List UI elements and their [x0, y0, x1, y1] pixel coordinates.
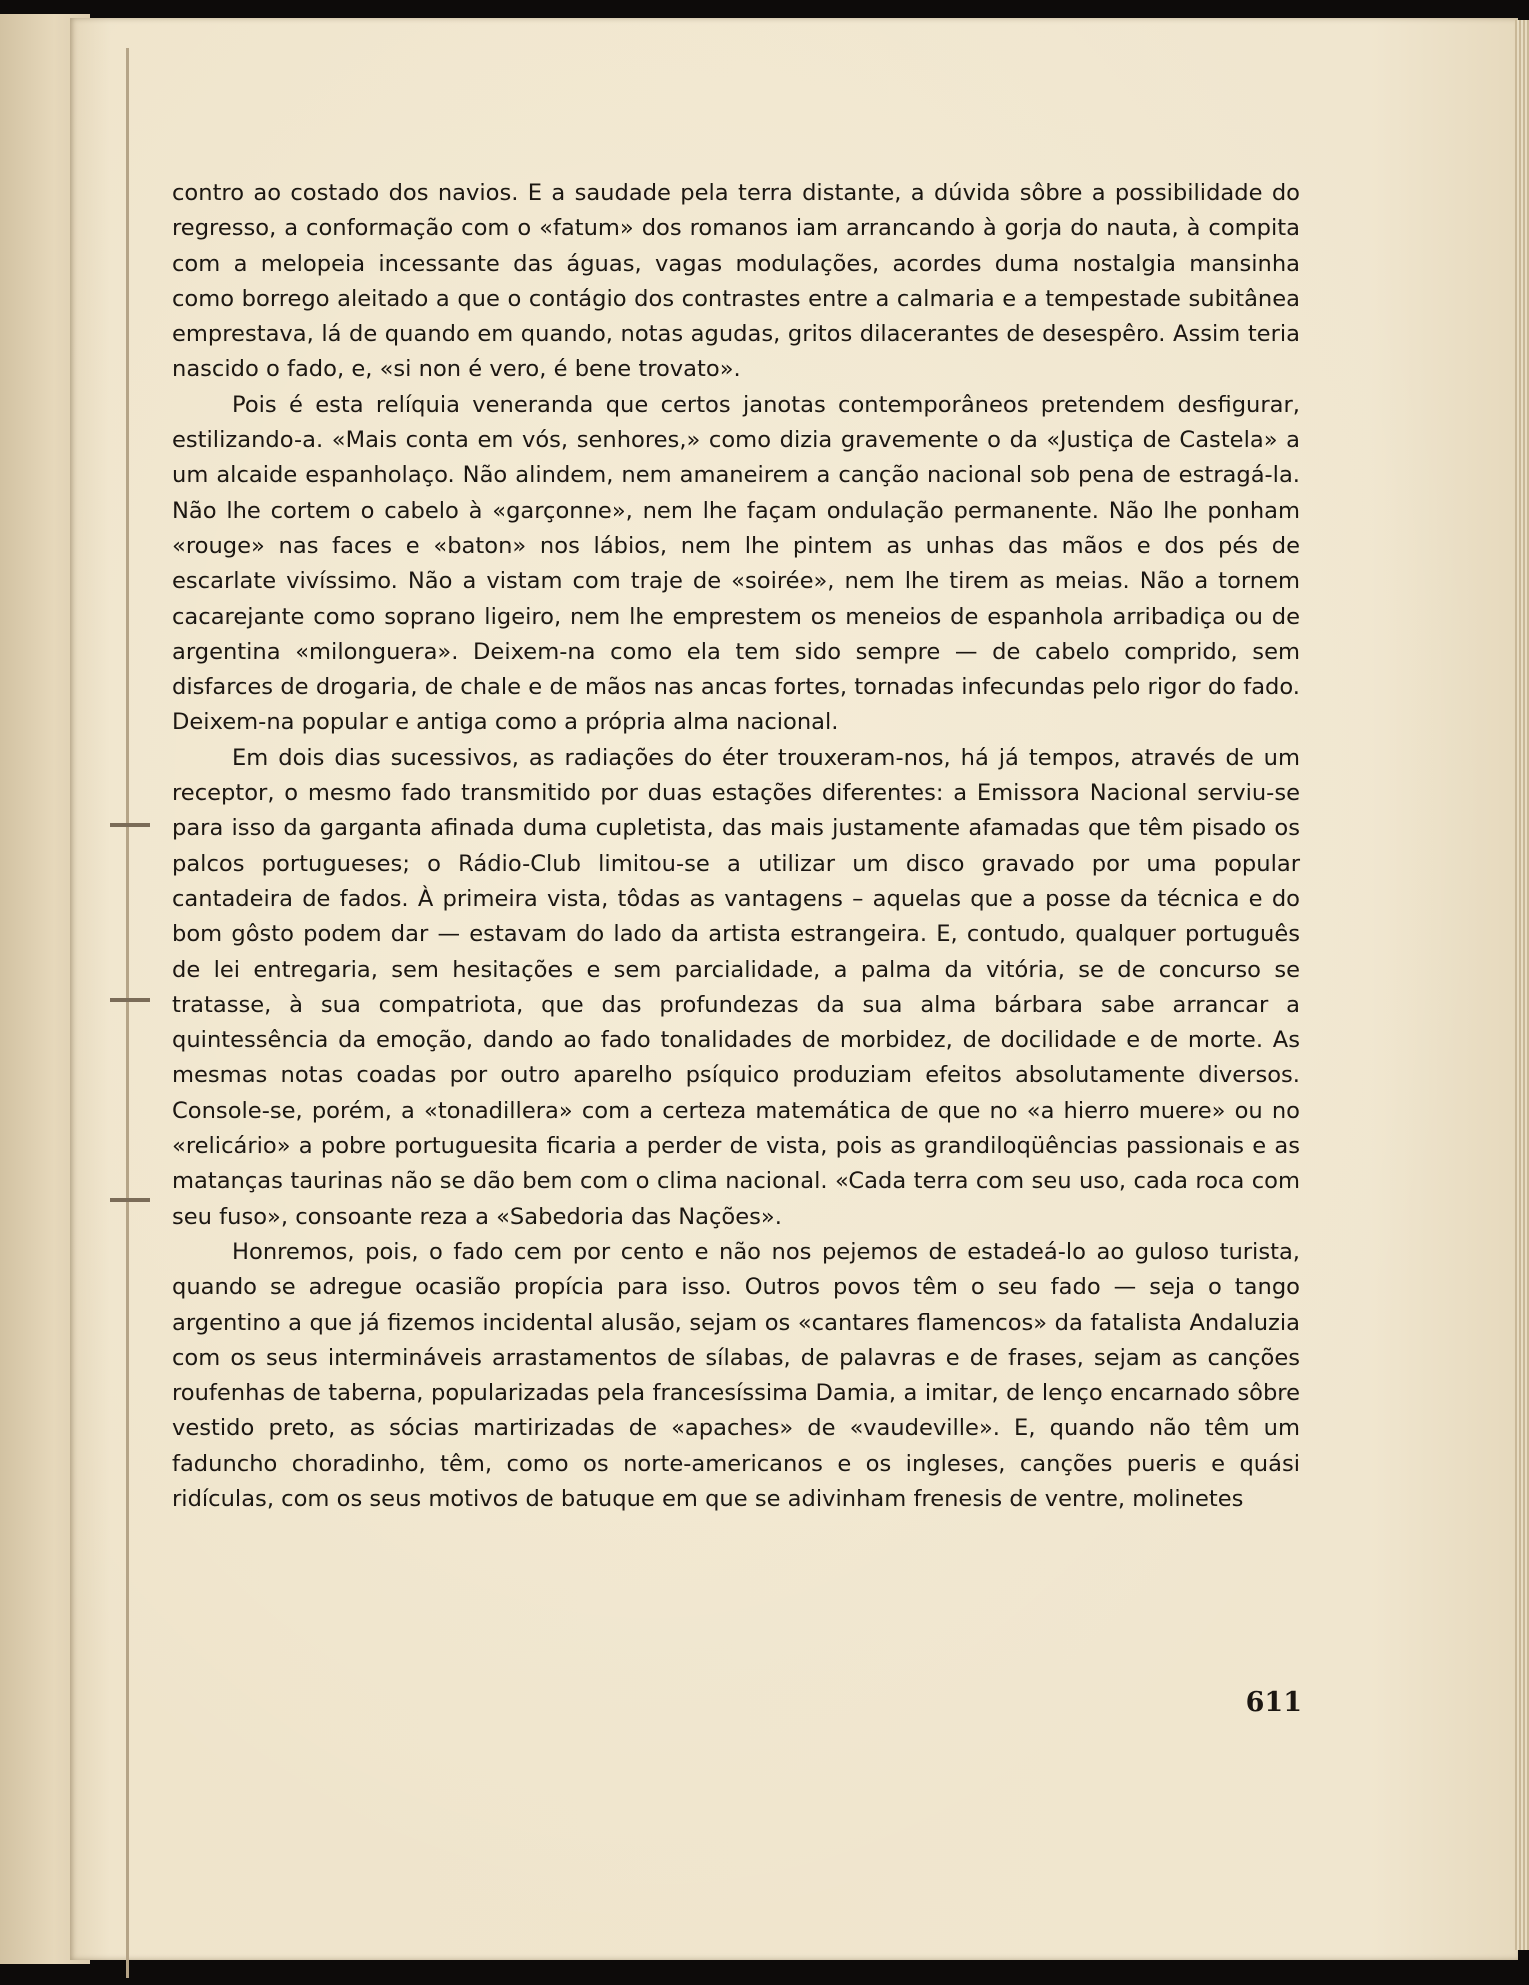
page-number: 611 [1245, 1687, 1302, 1718]
body-text [172, 176, 1300, 1517]
binding-stitch [110, 1198, 150, 1202]
paragraph: Honremos, pois, o fado cem por cento e não nos pejemos de estadeá-lo ao guloso turista, quando se adregue ocasião propícia para isso. Outros povos têm o seu fado — seja o tango argentino a que já fizemos incidental alusão, sejam os «cantares flamencos» da fatalista Andaluzia com os seus intermináveis arrastamentos de sílabas, de palavras e de frases, sejam as canções roufenhas de taberna, popularizadas pela francesíssima Damia, a imitar, de lenço encarnado sôbre vestido preto, as sócias martirizadas de «apaches» de «vaudeville». E, quando não têm um faduncho choradinho, têm, como os norte-americanos e os ingleses, canções pueris e quási ridículas, com os seus motivos de batuque em que se adivinham frenesis de ventre, molinetes [172, 1238, 1300, 1512]
page-edges [1515, 20, 1529, 1950]
paragraph: Pois é esta relíquia veneranda que certos janotas contemporâneos pretendem desfigurar, estilizando-a. «Mais conta em vós, senhores,» como dizia gravemente o da «Justiça de Castela» a um alcaide espanholaço. Não alindem, nem amaneirem a canção nacional sob pena de estragá-la. Não lhe cortem o cabelo à «garçonne», nem lhe façam ondulação permanente. Não lhe ponham «rouge» nas faces e «baton» nos lábios, nem lhe pintem as unhas das mãos e dos pés de escarlate vivíssimo. Não a vistam com traje de «soirée», nem lhe tirem as meias. Não a tornem cacarejante como soprano ligeiro, nem lhe emprestem os meneios de espanhola arribadiça ou de argentina «milonguera». Deixem-na como ela tem sido sempre — de cabelo comprido, sem disfarces de drogaria, de chale e de mãos nas ancas fortes, tornadas infecundas pelo rigor do fado. Deixem-na popular e antiga como a própria alma nacional. [172, 391, 1300, 736]
paragraph: Em dois dias sucessivos, as radiações do éter trouxeram-nos, há já tempos, através de um receptor, o mesmo fado transmitido por duas estações diferentes: a Emissora Nacional serviu-se para isso da garganta afinada duma cupletista, das mais justamente afamadas que têm pisado os palcos portugueses; o Rádio-Club limitou-se a utilizar um disco gravado por uma popular cantadeira de fados. À primeira vista, tôdas as vantagens – aquelas que a posse da técnica e do bom gôsto podem dar — estavam do lado da artista estrangeira. E, contudo, qualquer português de lei entregaria, sem hesitações e sem parcialidade, a palma da vitória, se de concurso se tratasse, à sua compatriota, que das profundezas da sua alma bárbara sabe arrancar a quintessência da emoção, dando ao fado tonalidades de morbidez, de docilidade e de morte. As mesmas notas coadas por outro aparelho psíquico produziam efeitos absolutamente diversos. Console-se, porém, a «tonadillera» com a certeza matemática de que no «a hierro muere» ou no «relicário» a pobre portuguesita ficaria a perder de vista, pois as grandiloqüências passionais e as matanças taurinas não se dão bem com o clima nacional. «Cada terra com seu uso, cada roca com seu fuso», consoante reza a «Sabedoria das Nações». [172, 744, 1300, 1230]
page-spine [126, 48, 129, 1978]
paragraph: contro ao costado dos navios. E a saudade pela terra distante, a dúvida sôbre a possibilidade do regresso, a conformação com o «fatum» dos romanos iam arrancando à gorja do nauta, à compita com a melopeia incessante das águas, vagas modulações, acordes duma nostalgia mansinha como borrego aleitado a que o contágio dos contrastes entre a calmaria e a tempestade subitânea emprestava, lá de quando em quando, notas agudas, gritos dilacerantes de desespêro. Assim teria nascido o fado, e, «si non é vero, é bene trovato». [172, 180, 1300, 383]
binding-stitch [110, 998, 150, 1002]
binding-stitch [110, 823, 150, 827]
